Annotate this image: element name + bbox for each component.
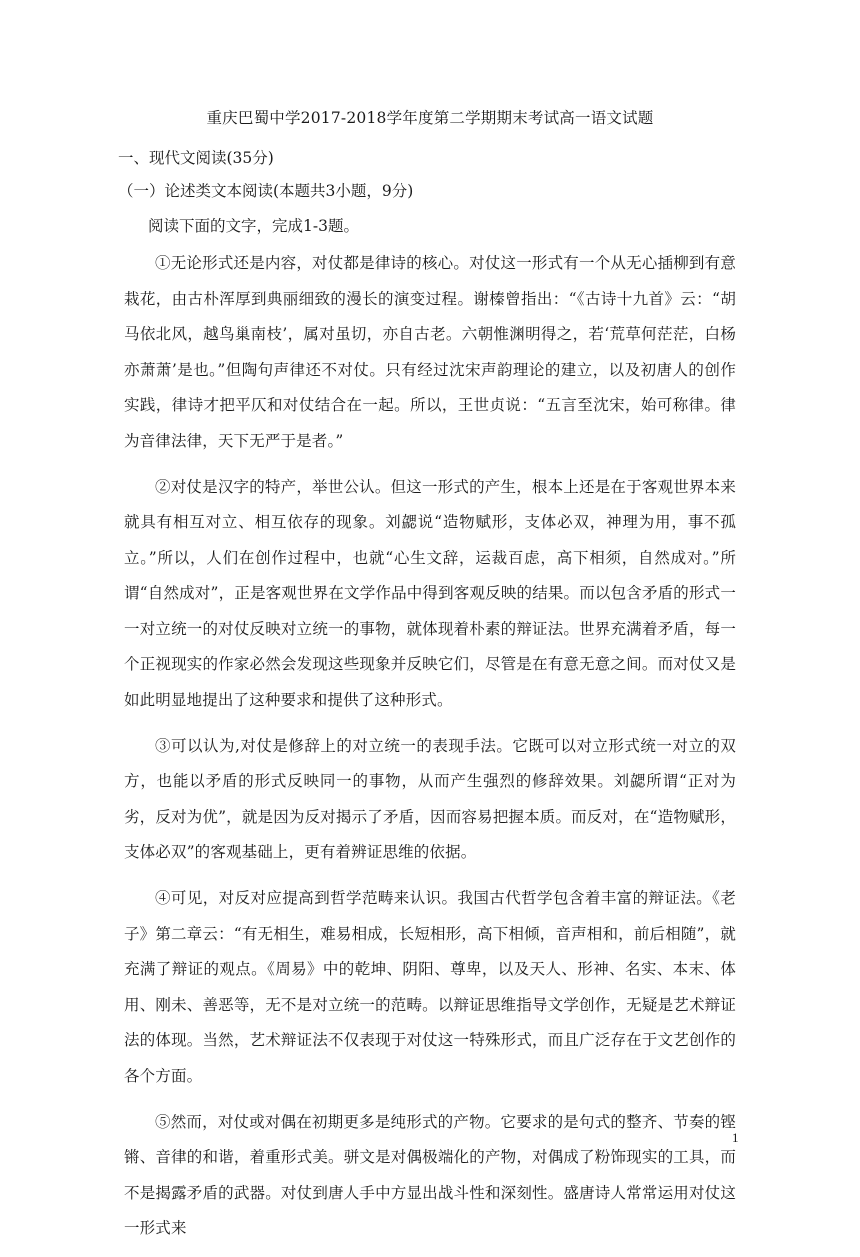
passage-body [124, 246, 736, 1257]
page-number: 1 [732, 1130, 739, 1145]
reading-instruction: 阅读下面的文字，完成1-3题。 [148, 217, 359, 235]
paragraph-2: ②对仗是汉字的特产，举世公认。但这一形式的产生，根本上还是在于客观世界本来就具有相互对立、相互依存的现象。刘勰说“造物赋形，支体必双，神理为用，事不孤立。”所以，人们在创作过程中，也就“心生文辞，运裁百虑，高下相须，自然成对。”所谓“自然成对”，正是客观世界在文学作品中得到客观反映的结果。而以包含矛盾的形式一一对立统一的对仗反映对立统一的事物，就体现着朴素的辩证法。世界充满着矛盾，每一个正视现实的作家必然会发现这些现象并反映它们，尽管是在有意无意之间。而对仗又是如此明显地提出了这种要求和提供了这种形式。 [124, 477, 736, 709]
paragraph-4: ④可见，对反对应提高到哲学范畴来认识。我国古代哲学包含着丰富的辩证法。《老子》第二章云：“有无相生，难易相成，长短相形，高下相倾，音声相和，前后相随”，就充满了辩证的观点。《周易》中的乾坤、阴阳、尊卑，以及天人、形神、名实、本末、体用、刚未、善恶等，无不是对立统一的范畴。以辩证思维指导文学创作，无疑是艺术辩证法的体现。当然，艺术辩证法不仅表现于对仗这一特殊形式，而且广泛存在于文艺创作的各个方面。 [124, 889, 736, 1085]
document-title: 重庆巴蜀中学2017-2018学年度第二学期期末考试高一语文试题 [206, 109, 654, 127]
subsection-heading: （一）论述类文本阅读(本题共3小题，9分) [118, 182, 414, 200]
paragraph-3: ③可以认为,对仗是修辞上的对立统一的表现手法。它既可以对立形式统一对立的双方，也能以矛盾的形式反映同一的事物，从而产生强烈的修辞效果。刘勰所谓“正对为劣，反对为优”，就是因为反对揭示了矛盾，因而容易把握本质。而反对，在“造物赋形，支体必双”的客观基础上，更有着辨证思维的依据。 [124, 736, 736, 861]
section-heading: 一、现代文阅读(35分) [118, 149, 274, 167]
paragraph-5: ⑤然而，对仗或对偶在初期更多是纯形式的产物。它要求的是句式的整齐、节奏的铿锵、音律的和谐，着重形式美。骈文是对偶极端化的产物，对偶成了粉饰现实的工具，而不是揭露矛盾的武器。对仗到唐人手中方显出战斗性和深刻性。盛唐诗人常常运用对仗这一形式来 [124, 1112, 736, 1237]
paragraph-1: ①无论形式还是内容，对仗都是律诗的核心。对仗这一形式有一个从无心插柳到有意栽花，由古朴浑厚到典丽细致的漫长的演变过程。谢榛曾指出：“《古诗十九首》云：“胡马依北风，越鸟巢南枝’，属对虽切，亦自古老。六朝惟渊明得之，若‘荒草何茫茫，白杨亦萧萧’是也。”但陶句声律还不对仗。只有经过沈宋声韵理论的建立，以及初唐人的创作实践，律诗才把平仄和对仗结合在一起。所以，王世贞说：“五言至沈宋，始可称律。律为音律法律，天下无严于是者。” [124, 254, 736, 450]
